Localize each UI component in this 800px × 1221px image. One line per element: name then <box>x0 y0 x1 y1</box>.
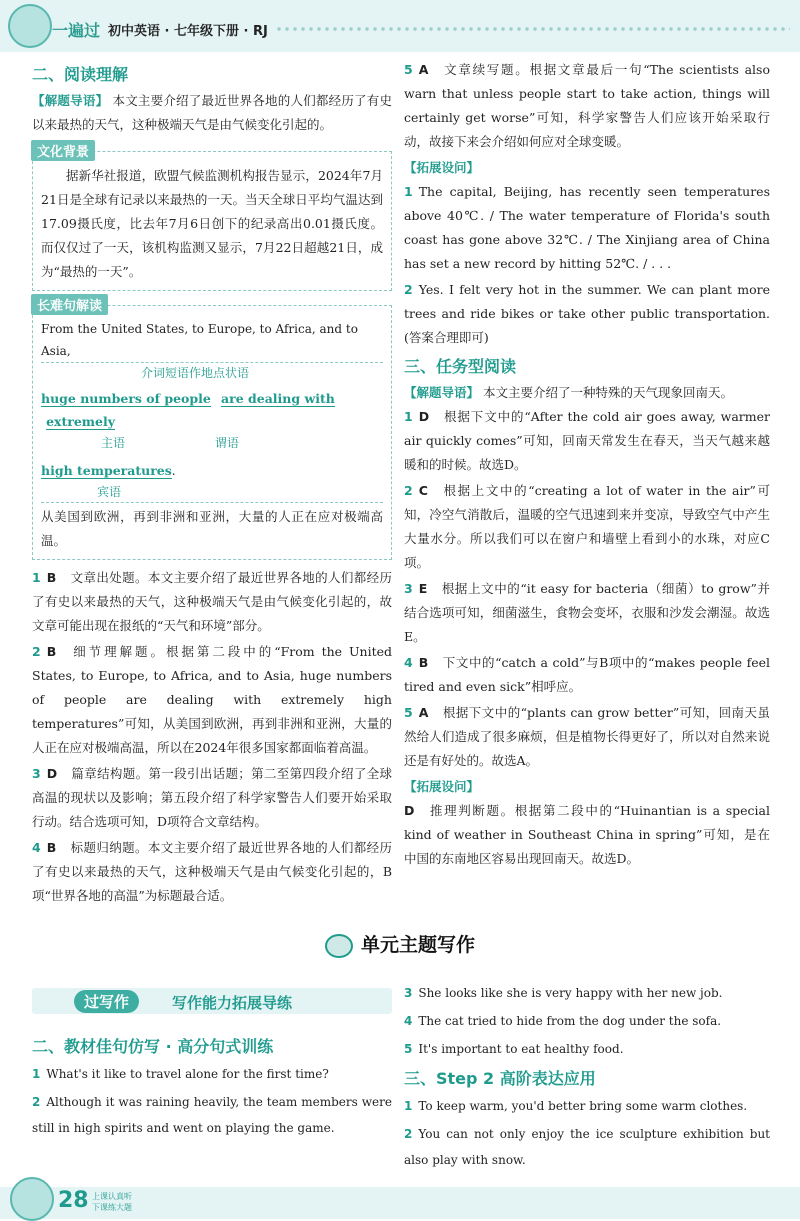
unit-title-text: 单元主题写作 <box>360 934 475 956</box>
sentence-object: high temperatures <box>41 463 172 478</box>
answer-letter: A <box>418 705 429 720</box>
answer-text: 文章出处题。本文主要介绍了最近世界各地的人们都经历了有史以来最热的天气，这种极端天气是由气候变化引起的，故文章可能出现在报纸的“天气和环境”部分。 <box>32 570 392 633</box>
culture-text: 据新华社报道，欧盟气候监测机构报告显示，2024年7月21日是全球有记录以来最热的一天。当天全球日平均气温达到17.09摄氏度，比去年7月6日创下的纪录高出0.01摄氏度。而仅仅过了一天，该机构监测又显示，7月22日超越21日，成为“最热的一天”。 <box>41 168 383 279</box>
answer-letter: E <box>418 581 428 596</box>
page-footer <box>0 1187 800 1219</box>
writing-right <box>404 980 770 1175</box>
writing-sec3-title: 三、Step 2 高阶表达应用 <box>404 1069 596 1088</box>
answer-text: 标题归纳题。本文主要介绍了最近世界各地的人们都经历了有史以来最热的天气，这种极端天气是由气候变化引起的，B项“世界各地的高温”为标题最合适。 <box>32 840 392 903</box>
slogan-line-1: 上课认真听 <box>92 1192 132 1201</box>
unit-writing-title <box>300 930 500 958</box>
answer-text: 根据下文中的“After the cold air goes away, warmer air quickly comes”可知，回南天常发生在春天，当天气越来越暖和的时候。故选D。 <box>404 409 770 472</box>
item-num: 3 <box>404 986 413 1000</box>
answer-num: 5 <box>404 705 413 720</box>
extend-text: Yes. I felt very hot in the summer. We can plant more trees and ride bikes or take other public transportation. (答案合理即可) <box>404 282 770 345</box>
answer-letter: B <box>418 655 429 670</box>
answer-num: 5 <box>404 62 413 77</box>
item-num: 2 <box>404 1127 413 1141</box>
anno-subject: 主语 <box>101 436 126 450</box>
item-text: It's important to eat healthy food. <box>418 1042 624 1056</box>
sentence-line-1: From the United States, to Europe, to Africa, and to Asia, <box>41 318 383 363</box>
task-answer-4 <box>404 651 770 699</box>
answer-num: 4 <box>404 655 413 670</box>
reading-guide <box>32 89 392 137</box>
page-number: 28 <box>58 1188 89 1213</box>
sentence-anno-2 <box>41 433 383 453</box>
reading-extend-2 <box>404 278 770 350</box>
item-num: 5 <box>404 1042 413 1056</box>
brand-name: 一遍过 <box>52 21 101 40</box>
answer-letter: A <box>418 62 429 77</box>
header-dots-decoration <box>275 26 790 32</box>
reading-answer-4 <box>32 836 392 908</box>
writing-sec3-item-1 <box>404 1093 770 1119</box>
reading-answer-2 <box>32 640 392 760</box>
extend-num: 1 <box>404 184 413 199</box>
guide-text: 本文主要介绍了最近世界各地的人们都经历了有史以来最热的天气，这种极端天气是由气候变化引起的。 <box>32 93 392 132</box>
reading-answer-3 <box>32 762 392 834</box>
answer-text: 根据上文中的“creating a lot of water in the air”可知，冷空气消散后，温暖的空气迅速到来并变凉，导致空气中产生大量水分。所以我们可以在窗户和墙壁上看到小的水珠，对应C项。 <box>404 483 770 570</box>
sentence-anno-1: 介词短语作地点状语 <box>141 366 250 380</box>
sentence-extremely: extremely <box>46 414 116 429</box>
item-text: Although it was raining heavily, the team members were still in high spirits and went on playing the game. <box>32 1095 392 1135</box>
answer-letter: B <box>46 644 57 659</box>
item-num: 4 <box>404 1014 413 1028</box>
answer-num: 3 <box>404 581 413 596</box>
answer-num: 1 <box>404 409 413 424</box>
reading-section-title: 二、阅读理解 <box>32 65 129 84</box>
item-text: To keep warm, you'd better bring some warm clothes. <box>418 1099 748 1113</box>
task-answer-3 <box>404 577 770 649</box>
guide-tag: 【解题导语】 <box>32 93 109 108</box>
task-extend-tag: 【拓展设问】 <box>404 779 480 794</box>
writing-sec2-item-5 <box>404 1036 770 1062</box>
reading-extend-1 <box>404 180 770 276</box>
page-header <box>0 0 800 52</box>
reading-extend-tag: 【拓展设问】 <box>404 160 480 175</box>
task-answer-2 <box>404 479 770 575</box>
extend-text: 推理判断题。根据第二段中的“Huinantian is a special kind of weather in Southeast China in spring”可知，是在中国的东南地区容易出现回南天。故选D。 <box>404 803 770 866</box>
writing-sec2-item-1 <box>32 1061 392 1087</box>
task-section-title: 三、任务型阅读 <box>404 357 517 376</box>
item-num: 2 <box>32 1095 41 1109</box>
sentence-period: . <box>171 464 176 478</box>
item-text: She looks like she is very happy with her new job. <box>418 986 723 1000</box>
writing-pill: 过写作 <box>74 990 139 1013</box>
guide-text: 本文主要介绍了一种特殊的天气现象回南天。 <box>483 385 734 400</box>
reading-answer-1 <box>32 566 392 638</box>
task-answer-5 <box>404 701 770 773</box>
reading-answer-5 <box>404 58 770 154</box>
writing-bar <box>32 988 392 1014</box>
answer-text: 篇章结构题。第一段引出话题；第二至第四段介绍了全球高温的现状以及影响；第五段介绍了科学家警告人们要开始采取行动。结合选项可知，D项符合文章结构。 <box>32 766 392 829</box>
answer-num: 3 <box>32 766 41 781</box>
slogan-line-2: 下课练大题 <box>92 1203 132 1212</box>
sentence-line-3 <box>41 459 383 482</box>
answer-num: 2 <box>404 483 413 498</box>
extend-letter: D <box>404 803 415 818</box>
item-text: The cat tried to hide from the dog under the sofa. <box>418 1014 722 1028</box>
culture-label: 文化背景 <box>31 140 95 161</box>
writing-sec2-title: 二、教材佳句仿写 · 高分句式训练 <box>32 1037 274 1056</box>
anno-predicate: 谓语 <box>214 436 239 450</box>
answer-text: 文章续写题。根据文章最后一句“The scientists also warn that unless people start to take action, things will certainly get worse”可知，科学家警告人们应该开始采取行动，故接下来会介绍如何应对全球变暖。 <box>404 62 770 149</box>
writing-subtitle: 写作能力拓展导练 <box>172 994 293 1012</box>
footer-slogan <box>92 1191 132 1213</box>
answer-letter: D <box>46 766 58 781</box>
task-answer-1 <box>404 405 770 477</box>
mascot-icon <box>10 1177 54 1221</box>
answer-text: 根据上文中的“it easy for bacteria（细菌）to grow”并结合选项可知，细菌滋生，食物会变坏，衣服和沙发会潮湿。故选E。 <box>404 581 770 644</box>
answer-num: 1 <box>32 570 41 585</box>
answer-letter: D <box>418 409 430 424</box>
course-info: 初中英语 · 七年级下册 · RJ <box>108 24 268 39</box>
anno-object: 宾语 <box>97 485 122 499</box>
sentence-subject: huge numbers of people <box>41 391 211 406</box>
sentence-translation: 从美国到欧洲，再到非洲和亚洲，大量的人正在应对极端高温。 <box>41 502 383 553</box>
answer-num: 2 <box>32 644 41 659</box>
item-num: 1 <box>32 1067 41 1081</box>
extend-text: The capital, Beijing, has recently seen temperatures above 40℃. / The water temperature of Florida's south coast has gone above 32℃. / The Xinjiang area of China has set a new record by hitting 52℃. / . . . <box>404 184 770 271</box>
answer-letter: C <box>418 483 428 498</box>
sentence-line-2 <box>41 387 383 433</box>
right-column <box>404 58 770 873</box>
answer-text: 根据下文中的“plants can grow better”可知，回南天虽然给人们造成了很多麻烦，但是植物长得更好了，所以对自然来说还是有好处的。故选A。 <box>404 705 770 768</box>
item-text: What's it like to travel alone for the first time? <box>46 1067 329 1081</box>
reading-answers-left <box>32 566 392 908</box>
sentence-box <box>32 299 392 560</box>
writing-left <box>32 1030 392 1143</box>
answer-letter: B <box>46 570 57 585</box>
writing-sec3-item-2 <box>404 1121 770 1173</box>
task-extend <box>404 799 770 871</box>
left-column <box>32 58 392 910</box>
answer-text: 下文中的“catch a cold”与B项中的“makes people feel tired and even sick”相呼应。 <box>404 655 770 694</box>
answer-text: 细节理解题。根据第二段中的“From the United States, to Europe, to Africa, and to Asia, huge numbers of people are dealing with extremely high temperatures”可知，从美国到欧洲，再到非洲和亚洲，大量的人正在应对极端高温，所以在2024年很多国家都面临着高温。 <box>32 644 392 755</box>
writing-sec2-item-3 <box>404 980 770 1006</box>
culture-box <box>32 145 392 291</box>
item-text: You can not only enjoy the ice sculpture exhibition but also play with snow. <box>404 1127 770 1167</box>
item-num: 1 <box>404 1099 413 1113</box>
extend-num: 2 <box>404 282 413 297</box>
writing-sec2-item-2 <box>32 1089 392 1141</box>
sentence-predicate: are dealing with <box>221 391 335 406</box>
sentence-label: 长难句解读 <box>31 294 108 315</box>
mascot-logo-icon <box>8 4 52 48</box>
flower-icon <box>325 934 353 958</box>
task-guide <box>404 381 770 405</box>
writing-sec2-item-4 <box>404 1008 770 1034</box>
guide-tag: 【解题导语】 <box>404 385 480 400</box>
answer-num: 4 <box>32 840 41 855</box>
answer-letter: B <box>46 840 57 855</box>
